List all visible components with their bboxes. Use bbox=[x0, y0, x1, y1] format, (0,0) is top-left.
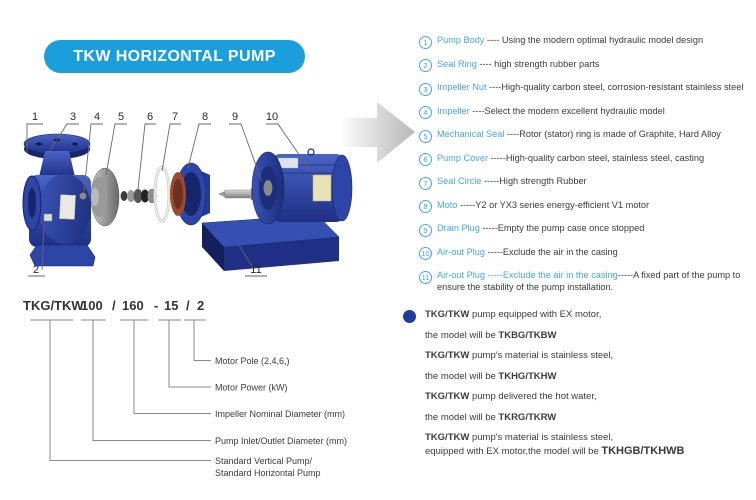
part-desc: ----Select the modern excellent hydraulic model bbox=[469, 105, 665, 116]
list-item bbox=[419, 176, 753, 190]
part-desc: -----High strength Rubber bbox=[481, 176, 587, 186]
pump-exploded-diagram bbox=[15, 95, 435, 295]
circled-number: 7 bbox=[419, 177, 432, 190]
note-line bbox=[425, 445, 753, 458]
note-line bbox=[425, 371, 753, 383]
part-label-6: 6 bbox=[146, 111, 154, 123]
label-impeller-diameter: Impeller Nominal Diameter (mm) bbox=[215, 409, 346, 419]
part-description bbox=[437, 82, 743, 94]
part-term: Pump Body bbox=[437, 35, 485, 45]
part-label-9: 9 bbox=[231, 111, 239, 123]
part-term: Impeller bbox=[437, 105, 470, 116]
note-text: equipped with EX motor,the model will be bbox=[425, 446, 602, 457]
part-description bbox=[437, 35, 703, 47]
motor-part bbox=[252, 149, 352, 224]
part-label-5: 5 bbox=[117, 111, 125, 123]
model-code: TKHGB/TKHWB bbox=[601, 445, 685, 457]
seal-circle-part bbox=[155, 167, 169, 221]
part-desc: -----Y2 or YX3 series energy-efficient V1 motor bbox=[457, 199, 650, 210]
notes-lines bbox=[425, 309, 753, 458]
list-item bbox=[419, 35, 753, 49]
list-item bbox=[419, 129, 753, 143]
part-desc: ---- high strength rubber parts bbox=[476, 58, 600, 69]
model-separator: - bbox=[154, 298, 159, 313]
model-segment-impeller: 160 bbox=[122, 298, 144, 313]
part-description bbox=[437, 176, 587, 188]
note-line bbox=[425, 309, 753, 321]
part-label-2: 2 bbox=[32, 264, 40, 276]
page-title: TKW HORIZONTAL PUMP bbox=[73, 47, 276, 65]
circled-number: 3 bbox=[419, 83, 432, 96]
part-description bbox=[437, 106, 665, 118]
list-item bbox=[419, 82, 753, 96]
circled-number: 11 bbox=[419, 271, 432, 284]
shaft-part bbox=[218, 188, 256, 200]
part-description bbox=[437, 129, 721, 141]
label-motor-pole: Motor Pole (2,4,6,) bbox=[215, 356, 290, 366]
circled-number: 10 bbox=[419, 247, 432, 260]
circled-number: 6 bbox=[419, 153, 432, 166]
circled-number: 1 bbox=[419, 36, 432, 49]
note-text: pump equipped with EX motor, bbox=[469, 309, 602, 320]
part-desc: ----Rotor (stator) ring is made of Graphite, Hard Alloy bbox=[504, 129, 721, 139]
note-text: pump delivered the hot water, bbox=[469, 391, 597, 402]
note-line bbox=[425, 350, 753, 362]
part-label-1: 1 bbox=[31, 111, 39, 123]
model-code: TKHG/TKHW bbox=[498, 370, 557, 382]
part-term: Seal Ring bbox=[437, 58, 477, 69]
part-description bbox=[437, 247, 618, 259]
circled-number: 8 bbox=[419, 200, 432, 213]
note-text: the model will be bbox=[425, 370, 499, 382]
part-label-3: 3 bbox=[69, 111, 77, 123]
model-separator: / bbox=[112, 298, 116, 313]
brand-text: TKG/TKW bbox=[425, 309, 470, 320]
list-item bbox=[419, 247, 753, 261]
model-nomenclature-diagram bbox=[15, 296, 405, 496]
label-standard-vertical: Standard Vertical Pump/ bbox=[215, 456, 313, 466]
page-title-banner bbox=[44, 40, 305, 73]
list-item bbox=[419, 153, 753, 167]
part-label-7: 7 bbox=[171, 111, 179, 123]
part-desc: -----Empty the pump case once stopped bbox=[479, 223, 645, 233]
model-segment-pole: 2 bbox=[197, 298, 205, 313]
impeller-nut-part bbox=[80, 193, 87, 200]
part-desc: -----High-quality carbon steel, stainless steel, casting bbox=[488, 152, 705, 163]
list-item bbox=[419, 200, 753, 214]
part-term: Seal Circle bbox=[437, 176, 482, 186]
model-segment-series: TKG/TKW bbox=[23, 298, 84, 313]
model-code: TKBG/TKBW bbox=[498, 329, 557, 341]
part-description bbox=[437, 200, 649, 212]
label-inlet-outlet-diameter: Pump Inlet/Outlet Diameter (mm) bbox=[215, 436, 348, 446]
circled-number: 2 bbox=[419, 59, 432, 72]
bullet-icon bbox=[403, 310, 416, 323]
model-variant-notes bbox=[403, 309, 753, 467]
part-desc: ---- Using the modern optimal hydraulic model design bbox=[484, 35, 704, 45]
model-segment-inlet: 100 bbox=[81, 298, 103, 313]
note-text: the model will be bbox=[425, 329, 499, 341]
part-term: Air-out Plug bbox=[437, 246, 486, 257]
part-description bbox=[437, 270, 747, 294]
mechanical-seal-parts bbox=[121, 189, 157, 203]
part-label-8: 8 bbox=[201, 111, 209, 123]
impeller-part bbox=[91, 168, 119, 226]
part-term: Pump Cover bbox=[437, 152, 489, 163]
brand-text: TKG/TKW bbox=[425, 350, 470, 361]
model-separator: / bbox=[186, 298, 190, 313]
note-line bbox=[425, 432, 753, 444]
brand-text: TKG/TKW bbox=[425, 432, 470, 443]
model-segment-power: 15 bbox=[164, 298, 179, 313]
note-text: pump's material is stainless steel, bbox=[469, 350, 614, 361]
circled-number: 9 bbox=[419, 224, 432, 237]
list-item bbox=[419, 223, 753, 237]
list-item bbox=[419, 106, 753, 120]
part-description bbox=[437, 59, 599, 71]
nomenclature-connector-lines bbox=[30, 320, 211, 461]
part-label-10: 10 bbox=[265, 111, 279, 123]
brand-text: TKG/TKW bbox=[425, 391, 470, 402]
part-label-4: 4 bbox=[93, 111, 101, 123]
note-line bbox=[425, 412, 753, 424]
part-label-11: 11 bbox=[250, 264, 262, 276]
list-item bbox=[419, 270, 753, 294]
parts-description-list bbox=[419, 35, 753, 304]
part-description bbox=[437, 223, 644, 235]
circled-number: 4 bbox=[419, 106, 432, 119]
part-term: Moto bbox=[437, 199, 458, 210]
circled-number: 5 bbox=[419, 130, 432, 143]
pump-body-part bbox=[23, 134, 95, 266]
list-item bbox=[419, 59, 753, 73]
part-term: Air-out Plug -----Exclude the air in the casing bbox=[437, 270, 618, 280]
note-text: the model will be bbox=[425, 411, 499, 423]
part-description bbox=[437, 153, 704, 165]
model-code: TKRG/TKRW bbox=[498, 411, 557, 423]
note-text: pump's material is stainless steel, bbox=[469, 432, 614, 443]
flow-arrow-icon bbox=[343, 102, 415, 163]
note-line bbox=[425, 391, 753, 403]
note-line bbox=[425, 330, 753, 342]
label-motor-power: Motor Power (kW) bbox=[215, 382, 288, 393]
part-term: Mechanical Seal bbox=[437, 129, 505, 139]
pump-cover-part bbox=[170, 163, 210, 225]
part-desc: -----Exclude the air in the casing bbox=[485, 246, 618, 257]
part-term: Impeller Nut bbox=[437, 82, 487, 92]
part-desc: -----A fixed part of the pump to ensure the stability of the pump installation. bbox=[437, 270, 741, 292]
part-term: Drain Plug bbox=[437, 223, 480, 233]
label-standard-horizontal: Standard Horizontal Pump bbox=[215, 468, 321, 478]
part-desc: ----High-quality carbon steel, corrosion-resistant stainless steel bbox=[486, 82, 744, 92]
